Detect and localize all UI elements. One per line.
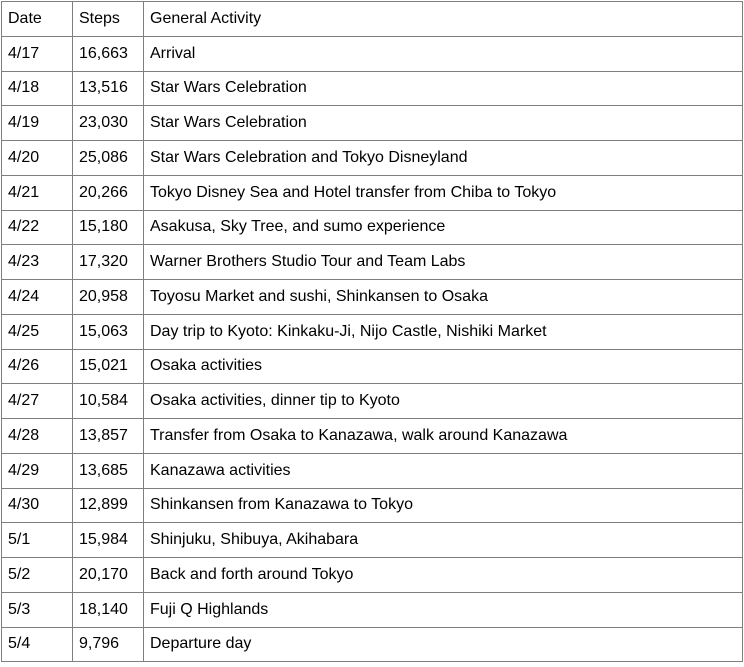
table-row [2, 106, 743, 141]
activity-cell: Shinkansen from Kanazawa to Tokyo [144, 488, 743, 523]
steps-cell: 16,663 [73, 36, 144, 71]
activity-cell: Fuji Q Highlands [144, 592, 743, 627]
table-row [2, 71, 743, 106]
activity-cell: Tokyo Disney Sea and Hotel transfer from Chiba to Tokyo [144, 175, 743, 210]
table-row [2, 210, 743, 245]
activity-cell: Arrival [144, 36, 743, 71]
header-row [2, 2, 743, 37]
steps-cell: 15,984 [73, 523, 144, 558]
activity-cell: Toyosu Market and sushi, Shinkansen to Osaka [144, 280, 743, 315]
table-row [2, 523, 743, 558]
activity-cell: Star Wars Celebration [144, 71, 743, 106]
steps-table [1, 1, 743, 662]
steps-cell: 15,063 [73, 314, 144, 349]
date-cell: 4/26 [2, 349, 73, 384]
steps-cell: 20,266 [73, 175, 144, 210]
table-row [2, 280, 743, 315]
table-row [2, 384, 743, 419]
activity-cell: Day trip to Kyoto: Kinkaku-Ji, Nijo Castle, Nishiki Market [144, 314, 743, 349]
activity-cell: Star Wars Celebration and Tokyo Disneyland [144, 141, 743, 176]
date-cell: 4/29 [2, 453, 73, 488]
steps-cell: 20,958 [73, 280, 144, 315]
header-steps: Steps [73, 2, 144, 37]
table-row [2, 36, 743, 71]
table-row [2, 175, 743, 210]
table-row [2, 245, 743, 280]
date-cell: 4/20 [2, 141, 73, 176]
table-row [2, 419, 743, 454]
steps-cell: 12,899 [73, 488, 144, 523]
steps-cell: 13,857 [73, 419, 144, 454]
steps-cell: 10,584 [73, 384, 144, 419]
steps-cell: 20,170 [73, 558, 144, 593]
date-cell: 4/30 [2, 488, 73, 523]
steps-cell: 23,030 [73, 106, 144, 141]
steps-cell: 18,140 [73, 592, 144, 627]
date-cell: 4/28 [2, 419, 73, 454]
activity-cell: Star Wars Celebration [144, 106, 743, 141]
date-cell: 4/17 [2, 36, 73, 71]
activity-cell: Warner Brothers Studio Tour and Team Labs [144, 245, 743, 280]
activity-cell: Transfer from Osaka to Kanazawa, walk around Kanazawa [144, 419, 743, 454]
activity-cell: Back and forth around Tokyo [144, 558, 743, 593]
table-row [2, 558, 743, 593]
date-cell: 5/1 [2, 523, 73, 558]
header-date: Date [2, 2, 73, 37]
table-row [2, 488, 743, 523]
table-row [2, 349, 743, 384]
steps-cell: 13,516 [73, 71, 144, 106]
date-cell: 4/19 [2, 106, 73, 141]
date-cell: 4/23 [2, 245, 73, 280]
table-header [2, 2, 743, 37]
activity-cell: Osaka activities, dinner tip to Kyoto [144, 384, 743, 419]
steps-cell: 25,086 [73, 141, 144, 176]
date-cell: 4/22 [2, 210, 73, 245]
table-row [2, 141, 743, 176]
table-body [2, 36, 743, 662]
steps-cell: 17,320 [73, 245, 144, 280]
header-activity: General Activity [144, 2, 743, 37]
activity-cell: Shinjuku, Shibuya, Akihabara [144, 523, 743, 558]
date-cell: 5/3 [2, 592, 73, 627]
date-cell: 4/21 [2, 175, 73, 210]
table-row [2, 314, 743, 349]
steps-cell: 15,021 [73, 349, 144, 384]
date-cell: 4/18 [2, 71, 73, 106]
activity-cell: Kanazawa activities [144, 453, 743, 488]
steps-cell: 13,685 [73, 453, 144, 488]
date-cell: 5/2 [2, 558, 73, 593]
steps-cell: 9,796 [73, 627, 144, 662]
table-row [2, 592, 743, 627]
steps-cell: 15,180 [73, 210, 144, 245]
date-cell: 4/25 [2, 314, 73, 349]
date-cell: 4/27 [2, 384, 73, 419]
table-row [2, 627, 743, 662]
activity-cell: Departure day [144, 627, 743, 662]
activity-cell: Osaka activities [144, 349, 743, 384]
table-row [2, 453, 743, 488]
activity-cell: Asakusa, Sky Tree, and sumo experience [144, 210, 743, 245]
date-cell: 4/24 [2, 280, 73, 315]
date-cell: 5/4 [2, 627, 73, 662]
